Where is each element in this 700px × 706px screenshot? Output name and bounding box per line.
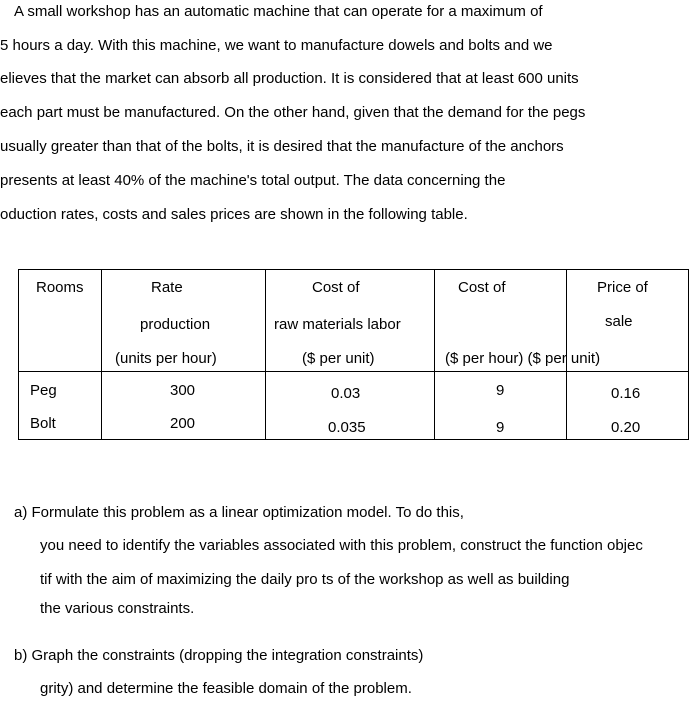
table-bottom-border — [18, 439, 689, 440]
row-bolt-name: Bolt — [30, 415, 56, 432]
row-peg-raw: 0.03 — [331, 385, 361, 402]
header-rate-line-2: production — [140, 316, 211, 333]
header-price-line-2: sale — [605, 313, 633, 330]
row-peg-name: Peg — [30, 382, 57, 399]
row-bolt-price: 0.20 — [611, 419, 641, 436]
intro-line-2: 5 hours a day. With this machine, we want to manufacture dowels and bolts and we — [0, 37, 553, 54]
row-peg-labor: 9 — [496, 382, 505, 399]
intro-line-7: oduction rates, costs and sales prices are shown in the following table. — [0, 206, 468, 223]
header-raw-cost-line-3: ($ per unit) — [302, 350, 375, 367]
table-col-divider-2 — [265, 269, 266, 440]
row-bolt-labor: 9 — [496, 419, 505, 436]
row-bolt-rate: 200 — [170, 415, 196, 432]
question-a-line-2: you need to identify the variables associated with this problem, construct the function objec — [40, 537, 643, 554]
row-bolt-raw: 0.035 — [328, 419, 366, 436]
table-col-divider-1 — [101, 269, 102, 440]
question-a-line-1: a) Formulate this problem as a linear optimization model. To do this, — [14, 504, 464, 521]
header-raw-cost-line-2: raw materials labor — [274, 316, 401, 333]
question-a-line-4: the various constraints. — [40, 600, 195, 617]
row-peg-price: 0.16 — [611, 385, 641, 402]
question-b-line-1: b) Graph the constraints (dropping the integration constraints) — [14, 647, 424, 664]
header-labor-cost-line-3: ($ per hour) ($ per unit) — [445, 350, 601, 367]
header-labor-cost-line-1: Cost of — [458, 279, 506, 296]
intro-line-3: elieves that the market can absorb all production. It is considered that at least 600 units — [0, 70, 579, 87]
question-a-line-3: tif with the aim of maximizing the daily pro ts of the workshop as well as building — [40, 571, 570, 588]
intro-line-5: usually greater than that of the bolts, it is desired that the manufacture of the anchors — [0, 138, 564, 155]
header-rooms: Rooms — [36, 279, 84, 296]
intro-line-1: A small workshop has an automatic machine that can operate for a maximum of — [14, 3, 543, 20]
table-header-divider — [18, 371, 689, 372]
intro-line-4: each part must be manufactured. On the other hand, given that the demand for the pegs — [0, 104, 586, 121]
header-price-line-1: Price of — [597, 279, 648, 296]
question-b-line-2: grity) and determine the feasible domain of the problem. — [40, 680, 412, 697]
header-raw-cost-line-1: Cost of — [312, 279, 360, 296]
table-left-border — [18, 269, 19, 440]
table-top-border — [18, 269, 689, 270]
header-rate-line-3: (units per hour) — [115, 350, 217, 367]
header-rate-line-1: Rate — [151, 279, 183, 296]
row-peg-rate: 300 — [170, 382, 196, 399]
table-right-border — [688, 269, 689, 440]
table-col-divider-3 — [434, 269, 435, 440]
intro-line-6: presents at least 40% of the machine's total output. The data concerning the — [0, 172, 506, 189]
